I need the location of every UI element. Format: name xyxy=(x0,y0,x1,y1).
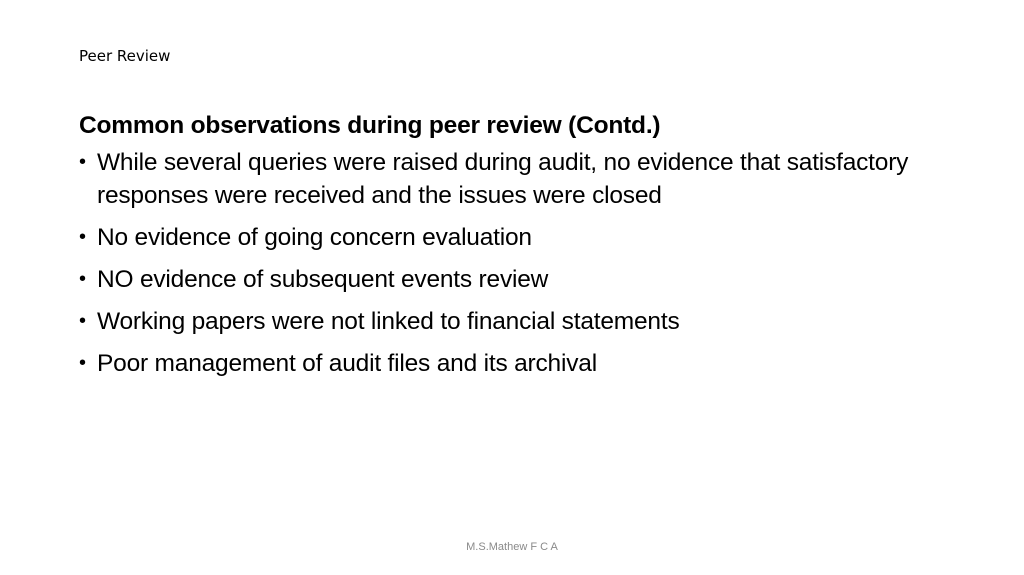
bullet-text: Poor management of audit files and its archival xyxy=(97,350,597,377)
slide-footer: M.S.Mathew F C A xyxy=(466,541,558,553)
bullet-icon: • xyxy=(79,151,86,173)
bullet-item xyxy=(79,146,939,212)
bullet-item xyxy=(79,305,939,338)
bullet-item xyxy=(79,347,939,380)
bullet-item xyxy=(79,263,939,296)
slide-title: Peer Review xyxy=(79,47,171,65)
bullet-text: No evidence of going concern evaluation xyxy=(97,224,532,251)
content-heading: Common observations during peer review (Contd.) xyxy=(79,112,661,139)
slide-content xyxy=(79,108,939,389)
bullet-icon: • xyxy=(79,226,86,248)
bullet-icon: • xyxy=(79,268,86,290)
bullet-item xyxy=(79,221,939,254)
bullet-list xyxy=(79,146,939,380)
bullet-text: NO evidence of subsequent events review xyxy=(97,266,549,293)
bullet-text: Working papers were not linked to financial statements xyxy=(97,308,680,335)
bullet-icon: • xyxy=(79,352,86,374)
bullet-text: While several queries were raised during audit, no evidence that satisfactory responses were received and the issues were closed xyxy=(97,149,909,209)
bullet-icon: • xyxy=(79,310,86,332)
